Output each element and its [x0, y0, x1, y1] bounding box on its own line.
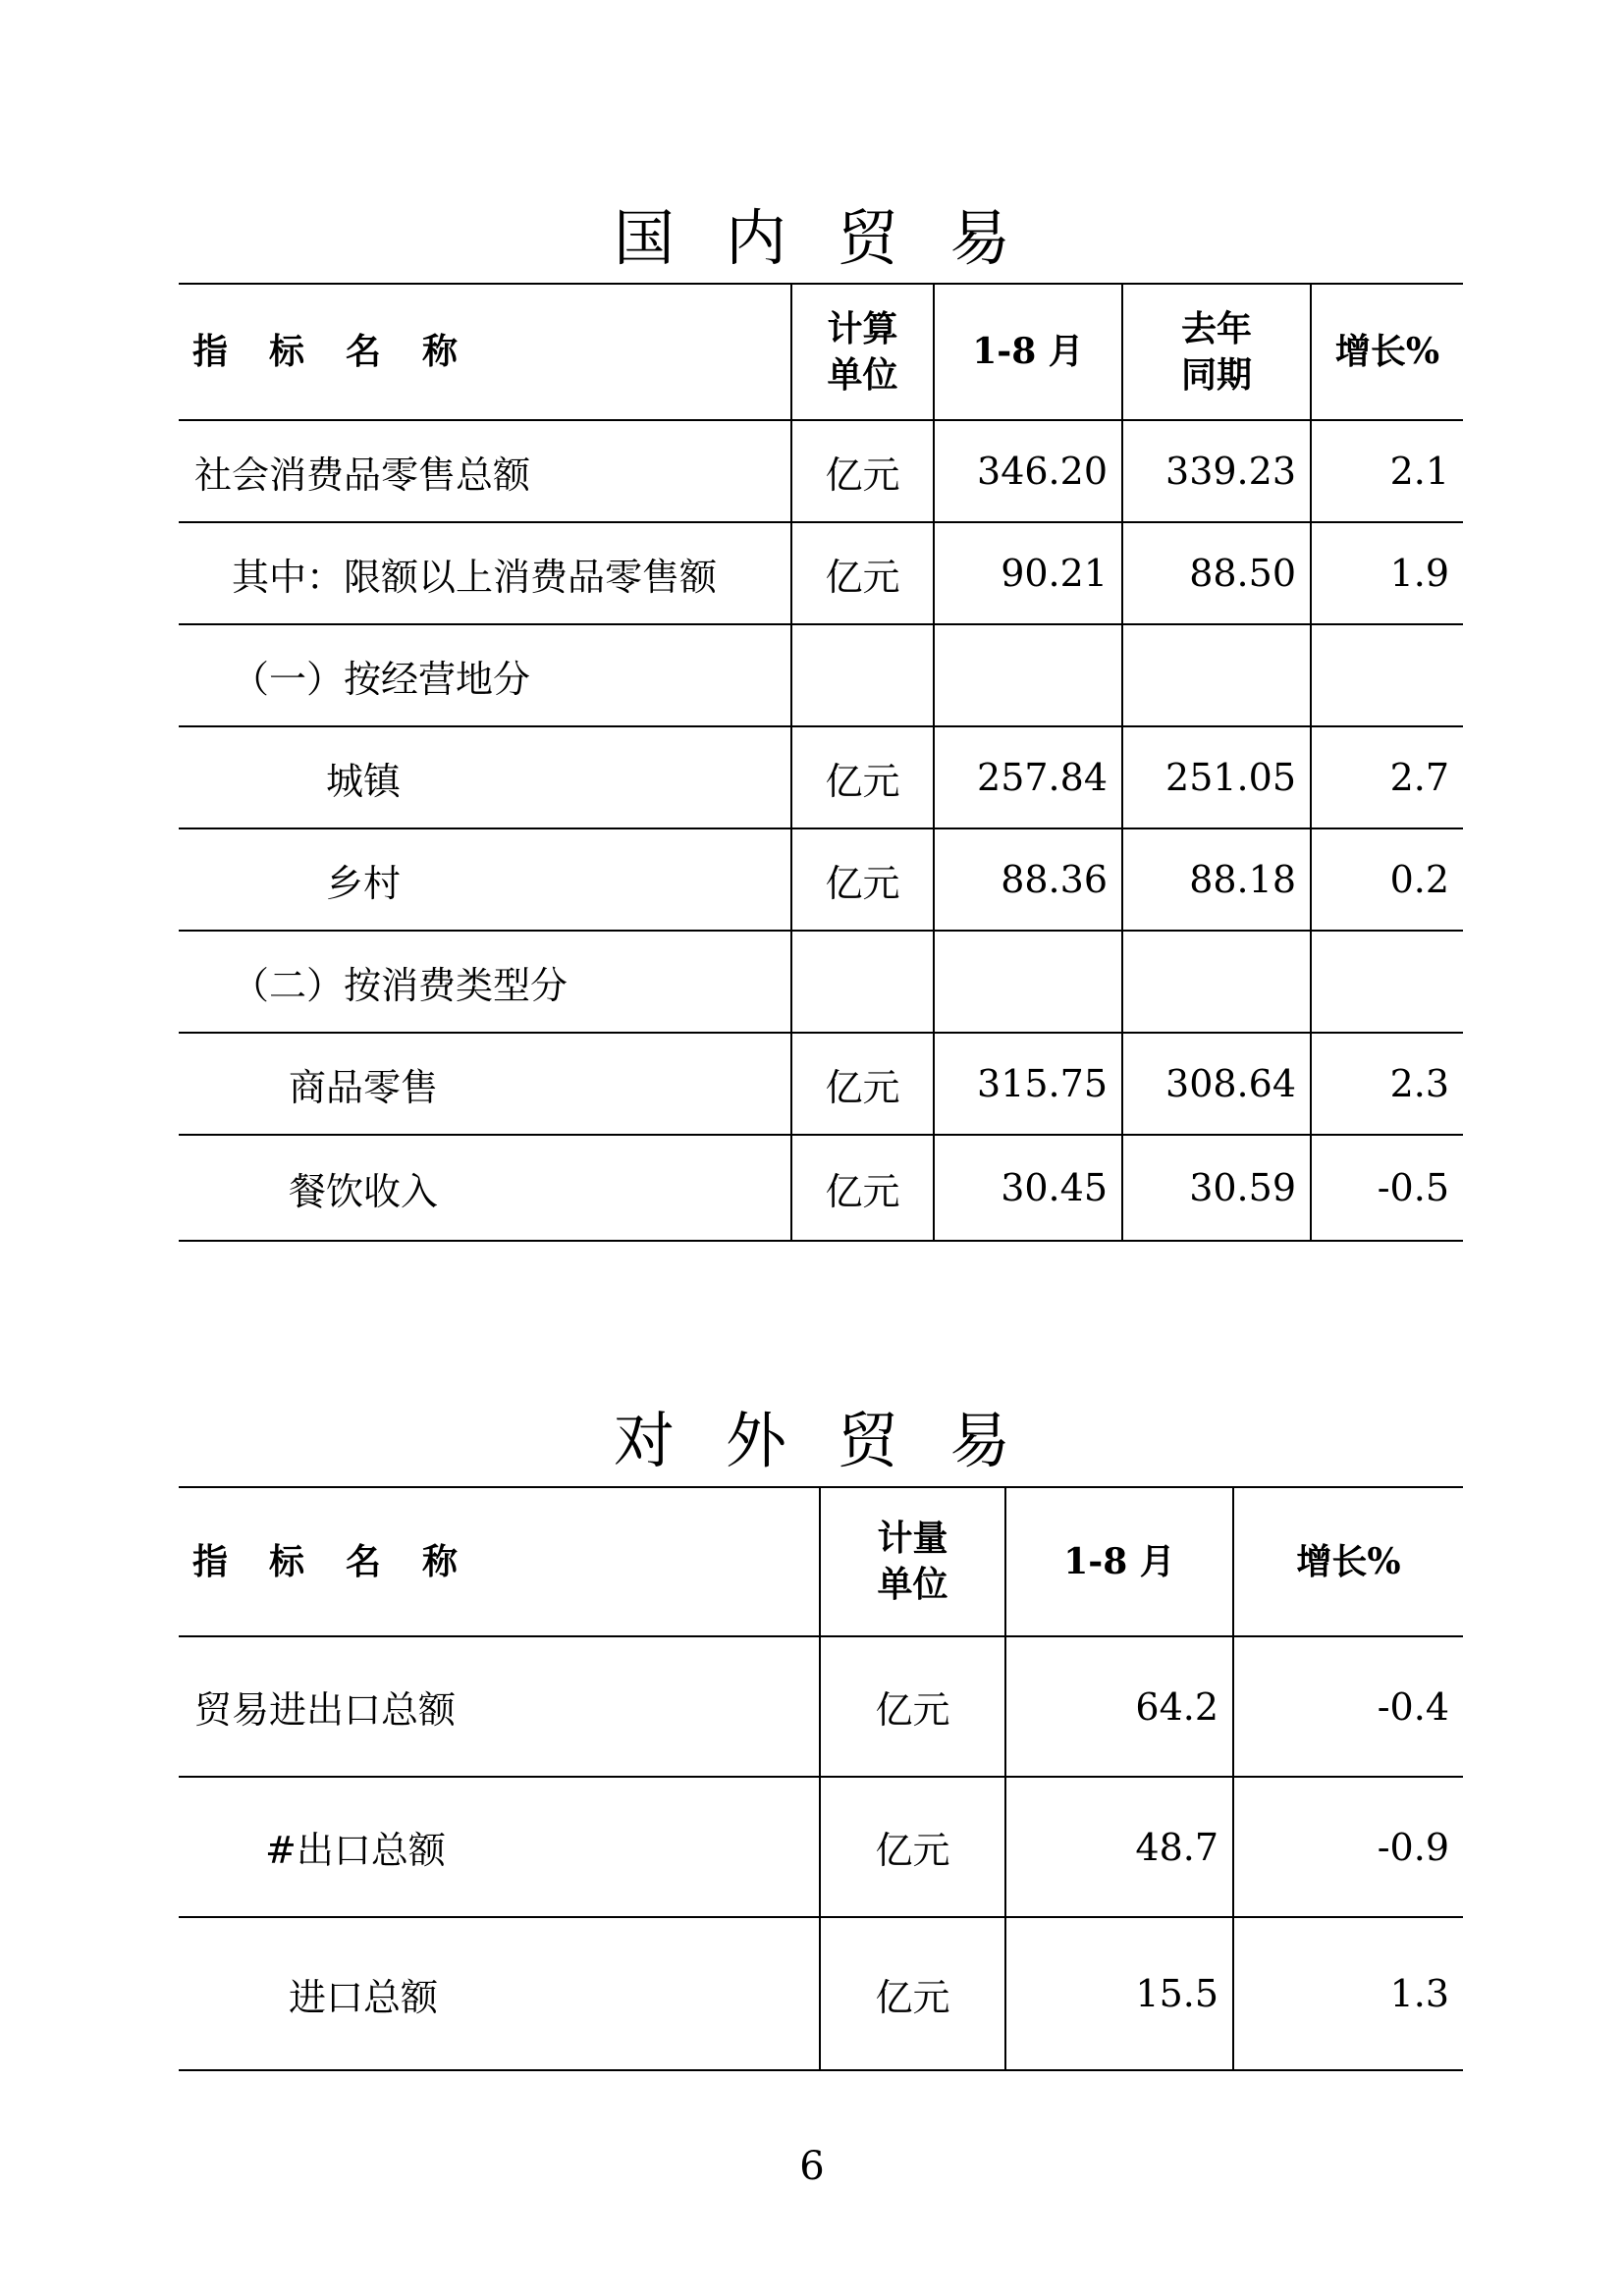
row-growth: -0.4 [1233, 1636, 1463, 1777]
row-last-year: 308.64 [1122, 1033, 1311, 1135]
header-growth: 增长% [1311, 284, 1463, 420]
row-label: 城镇 [179, 726, 791, 828]
header-growth: 增长% [1233, 1487, 1463, 1636]
row-last-year: 30.59 [1122, 1135, 1311, 1241]
row-value: 64.2 [1005, 1636, 1233, 1777]
header-unit: 计算 单位 [791, 284, 934, 420]
table-row [179, 1636, 1463, 1777]
row-unit: 亿元 [791, 726, 934, 828]
table-row [179, 1033, 1463, 1135]
row-unit [791, 931, 934, 1033]
row-growth: 1.3 [1233, 1917, 1463, 2070]
row-label: 餐饮收入 [179, 1135, 791, 1241]
header-period: 1-8 月 [1005, 1487, 1233, 1636]
row-growth: 2.3 [1311, 1033, 1463, 1135]
row-value: 346.20 [934, 420, 1122, 522]
row-growth: 0.2 [1311, 828, 1463, 931]
table-row [179, 1777, 1463, 1917]
row-value: 90.21 [934, 522, 1122, 624]
row-unit: 亿元 [791, 1135, 934, 1241]
table-row [179, 1135, 1463, 1241]
row-label: 乡村 [179, 828, 791, 931]
header-unit: 计量 单位 [820, 1487, 1005, 1636]
row-growth: -0.5 [1311, 1135, 1463, 1241]
header-last-year: 去年 同期 [1122, 284, 1311, 420]
table-row [179, 624, 1463, 726]
row-growth: 1.9 [1311, 522, 1463, 624]
row-label: 其中：限额以上消费品零售额 [179, 522, 791, 624]
foreign-trade-table [179, 1486, 1463, 2071]
row-last-year: 339.23 [1122, 420, 1311, 522]
row-last-year [1122, 624, 1311, 726]
table-row [179, 726, 1463, 828]
row-value [934, 624, 1122, 726]
row-label: 商品零售 [179, 1033, 791, 1135]
foreign-trade-title: 对外贸易 [613, 1405, 1061, 1476]
row-unit: 亿元 [791, 420, 934, 522]
page-number: 6 [799, 2144, 825, 2189]
domestic-trade-title: 国内贸易 [613, 202, 1061, 274]
row-growth: 2.1 [1311, 420, 1463, 522]
row-value: 315.75 [934, 1033, 1122, 1135]
table-row [179, 420, 1463, 522]
row-value: 30.45 [934, 1135, 1122, 1241]
row-label: 社会消费品零售总额 [179, 420, 791, 522]
header-indicator-name: 指标名称 [179, 284, 791, 420]
row-last-year [1122, 931, 1311, 1033]
row-value: 48.7 [1005, 1777, 1233, 1917]
row-unit: 亿元 [791, 828, 934, 931]
row-unit: 亿元 [820, 1917, 1005, 2070]
table-row [179, 522, 1463, 624]
row-last-year: 88.18 [1122, 828, 1311, 931]
row-unit: 亿元 [791, 522, 934, 624]
row-last-year: 88.50 [1122, 522, 1311, 624]
row-growth: -0.9 [1233, 1777, 1463, 1917]
row-unit: 亿元 [791, 1033, 934, 1135]
row-value: 257.84 [934, 726, 1122, 828]
row-unit: 亿元 [820, 1636, 1005, 1777]
row-value: 88.36 [934, 828, 1122, 931]
row-growth [1311, 624, 1463, 726]
row-value [934, 931, 1122, 1033]
table-row [179, 828, 1463, 931]
header-indicator-name: 指标名称 [179, 1487, 820, 1636]
row-unit [791, 624, 934, 726]
domestic-trade-table [179, 283, 1463, 1242]
row-value: 15.5 [1005, 1917, 1233, 2070]
row-unit: 亿元 [820, 1777, 1005, 1917]
table-header-row [179, 284, 1463, 420]
row-label: （一）按经营地分 [179, 624, 791, 726]
row-growth [1311, 931, 1463, 1033]
row-label: （二）按消费类型分 [179, 931, 791, 1033]
row-label: 贸易进出口总额 [179, 1636, 820, 1777]
table-header-row [179, 1487, 1463, 1636]
table-row [179, 931, 1463, 1033]
row-label: 进口总额 [179, 1917, 820, 2070]
header-period: 1-8 月 [934, 284, 1122, 420]
row-growth: 2.7 [1311, 726, 1463, 828]
table-row [179, 1917, 1463, 2070]
row-label: #出口总额 [179, 1777, 820, 1917]
row-last-year: 251.05 [1122, 726, 1311, 828]
